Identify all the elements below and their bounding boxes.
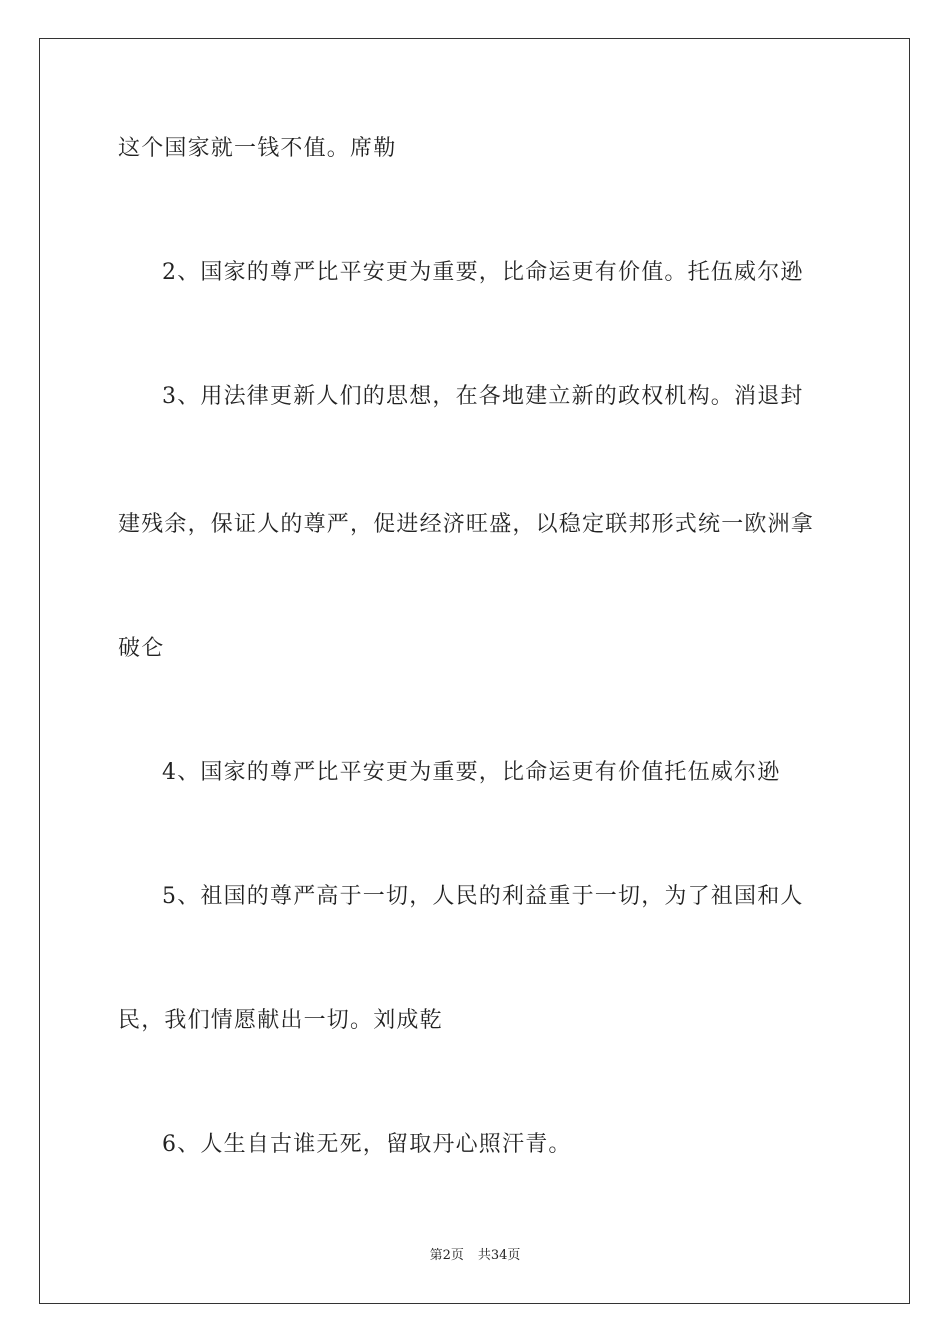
text-line-8: 民，我们情愿献出一切。刘成乾	[118, 1008, 443, 1033]
text-line-4: 建残余，保证人的尊严，促进经济旺盛，以稳定联邦形式统一欧洲拿	[118, 512, 815, 537]
page-total: 共34页	[477, 1248, 521, 1263]
page-footer	[0, 1247, 950, 1265]
text-line-5: 破仑	[118, 636, 165, 661]
text-line-2: 2、国家的尊严比平安更为重要，比命运更有价值。托伍威尔逊	[162, 260, 804, 285]
text-line-3: 3、用法律更新人们的思想，在各地建立新的政权机构。消退封	[162, 384, 804, 409]
text-line-9: 6、人生自古谁无死，留取丹心照汗青。	[162, 1132, 572, 1157]
page-border	[39, 38, 910, 1304]
text-line-7: 5、祖国的尊严高于一切，人民的利益重于一切，为了祖国和人	[162, 884, 804, 909]
text-line-6: 4、国家的尊严比平安更为重要，比命运更有价值托伍威尔逊	[162, 760, 781, 785]
text-line-1: 这个国家就一钱不值。席勒	[118, 136, 397, 161]
page-number: 第2页	[429, 1248, 464, 1263]
